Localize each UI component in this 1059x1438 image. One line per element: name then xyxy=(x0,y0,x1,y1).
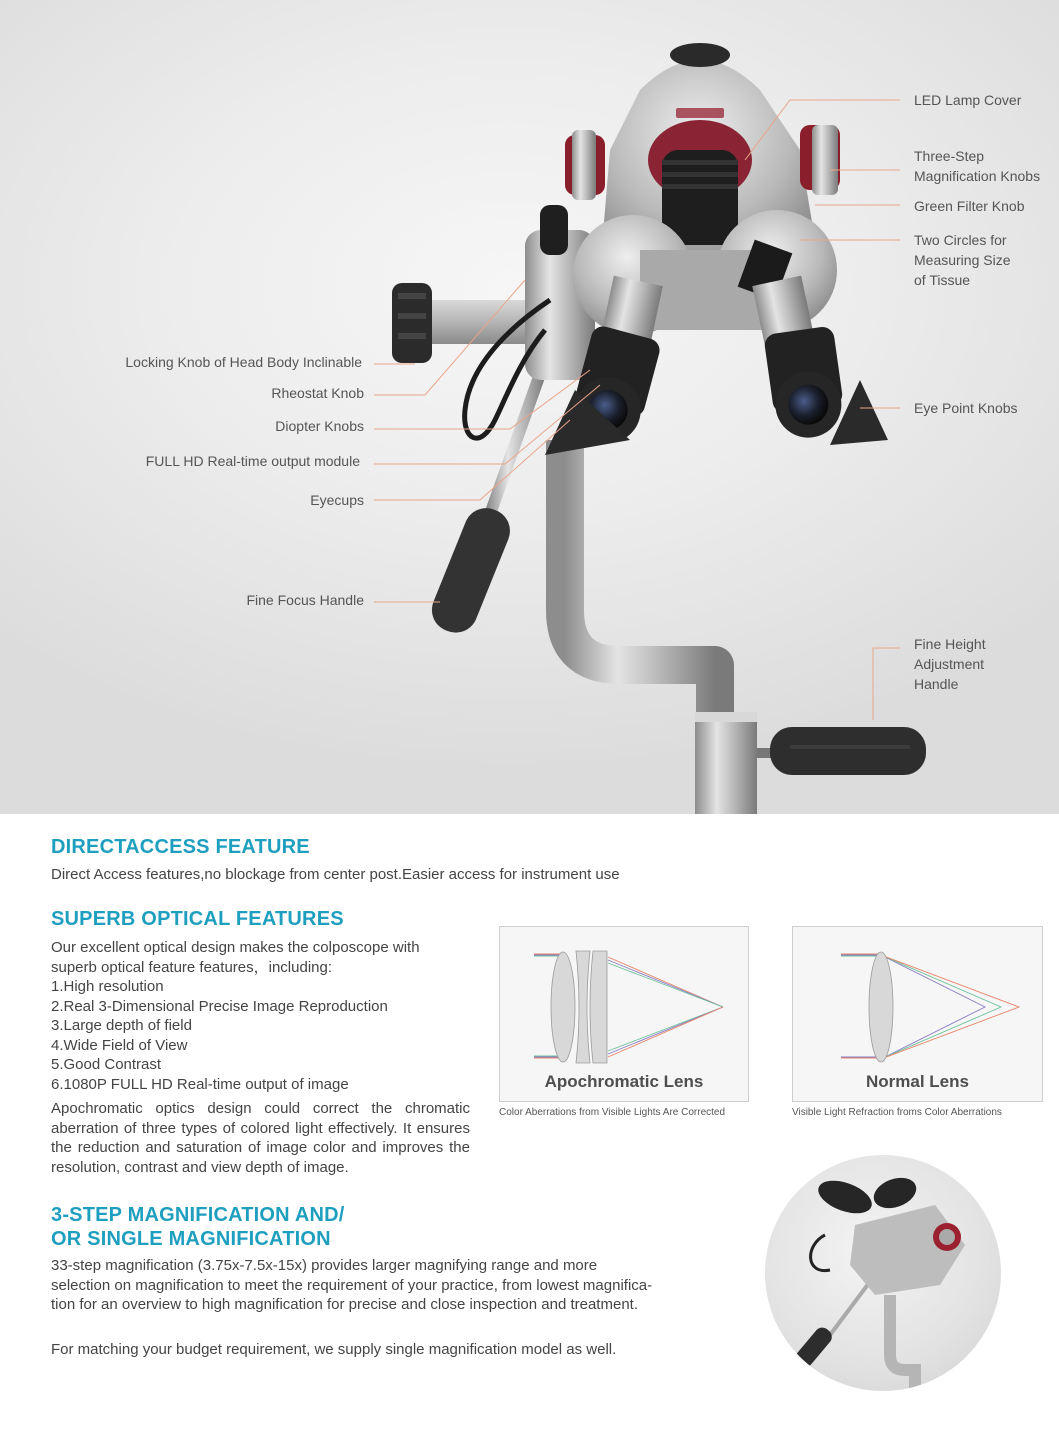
intro-line: Our excellent optical design makes the colposcope with xyxy=(51,939,420,956)
callout-diopter-knobs: Diopter Knobs xyxy=(275,418,364,434)
body-line: 33-step magnification (3.75x-7.5x-15x) provides larger magnifying range and more xyxy=(51,1257,598,1274)
callout-text: Handle xyxy=(914,676,959,692)
apochromatic-lens-caption: Color Aberrations from Visible Lights Are Corrected xyxy=(499,1107,726,1118)
apochromatic-lens-title: Apochromatic Lens xyxy=(544,1072,704,1091)
feature-list-item: 1.High resolution xyxy=(51,978,164,995)
callout-led-lamp-cover xyxy=(914,90,1021,110)
colposcope-thumbnail-icon xyxy=(765,1155,1001,1391)
feature-list-item: 6.1080P FULL HD Real-time output of image xyxy=(51,1075,349,1093)
callout-eye-point-knobs xyxy=(914,398,1018,418)
callout-text: Two Circles for xyxy=(914,232,1007,248)
optical-intro xyxy=(51,938,471,1094)
callout-green-filter-knob xyxy=(914,196,1025,216)
title-line: 3-STEP MAGNIFICATION AND/ xyxy=(51,1204,345,1226)
single-magnification-note: For matching your budget requirement, we supply single magnification model as well. xyxy=(51,1341,617,1358)
callout-locking-knob: Locking Knob of Head Body Inclinable xyxy=(125,354,362,370)
callout-full-hd-module: FULL HD Real-time output module xyxy=(145,453,360,469)
section-title-magnification xyxy=(51,1203,345,1251)
callout-text: of Tissue xyxy=(914,272,971,288)
callout-text: Adjustment xyxy=(914,656,985,672)
normal-lens-caption: Visible Light Refraction froms Color Aberrations xyxy=(792,1107,1002,1118)
feature-list-item: 5.Good Contrast xyxy=(51,1056,162,1073)
callout-text: Eye Point Knobs xyxy=(914,400,1018,416)
callout-fine-height-adjustment-handle xyxy=(914,634,986,694)
apochromatic-paragraph: Apochromatic optics design could correct the chromatic aberration of three types of colored light effectively. It ensures the reduction and saturation of image color and improves the resolution, contrast and view depth of image. xyxy=(51,1100,470,1176)
callout-text: Fine Height xyxy=(914,636,986,652)
callout-text: Three-Step xyxy=(914,148,985,164)
normal-lens-title: Normal Lens xyxy=(866,1072,969,1091)
direct-access-description: Direct Access features,no blockage from center post.Easier access for instrument use xyxy=(51,866,620,883)
callout-rheostat-knob: Rheostat Knob xyxy=(271,385,364,401)
intro-line: superb optical feature features，including: xyxy=(51,958,333,976)
normal-lens-diagram xyxy=(792,926,1043,1102)
product-thumbnail-circle xyxy=(765,1155,1001,1391)
feature-list-item: 2.Real 3-Dimensional Precise Image Reproduction xyxy=(51,997,388,1015)
callout-fine-focus-handle: Fine Focus Handle xyxy=(246,592,364,608)
apochromatic-lens-diagram xyxy=(499,926,749,1102)
section-title-direct-access: DIRECTACCESS FEATURE xyxy=(51,836,310,858)
callout-text: Magnification Knobs xyxy=(914,168,1041,184)
feature-list-item: 3.Large depth of field xyxy=(51,1017,192,1034)
body-line: selection on magnification to meet the requirement of your practice, from lowest magnifica- xyxy=(51,1276,653,1294)
callout-text: Green Filter Knob xyxy=(914,198,1025,214)
callout-text: LED Lamp Cover xyxy=(914,92,1022,108)
magnification-description xyxy=(51,1256,652,1315)
section-title-optical: SUPERB OPTICAL FEATURES xyxy=(51,908,344,930)
title-line: OR SINGLE MAGNIFICATION xyxy=(51,1228,331,1250)
callout-three-step-magnification-knobs xyxy=(914,146,1040,186)
callout-eyecups: Eyecups xyxy=(310,492,364,508)
callout-two-circles xyxy=(914,230,1011,290)
feature-list-item: 4.Wide Field of View xyxy=(51,1036,188,1054)
body-line: tion for an overview to high magnification for precise and close inspection and treatment. xyxy=(51,1296,638,1313)
callout-text: Measuring Size xyxy=(914,252,1011,268)
